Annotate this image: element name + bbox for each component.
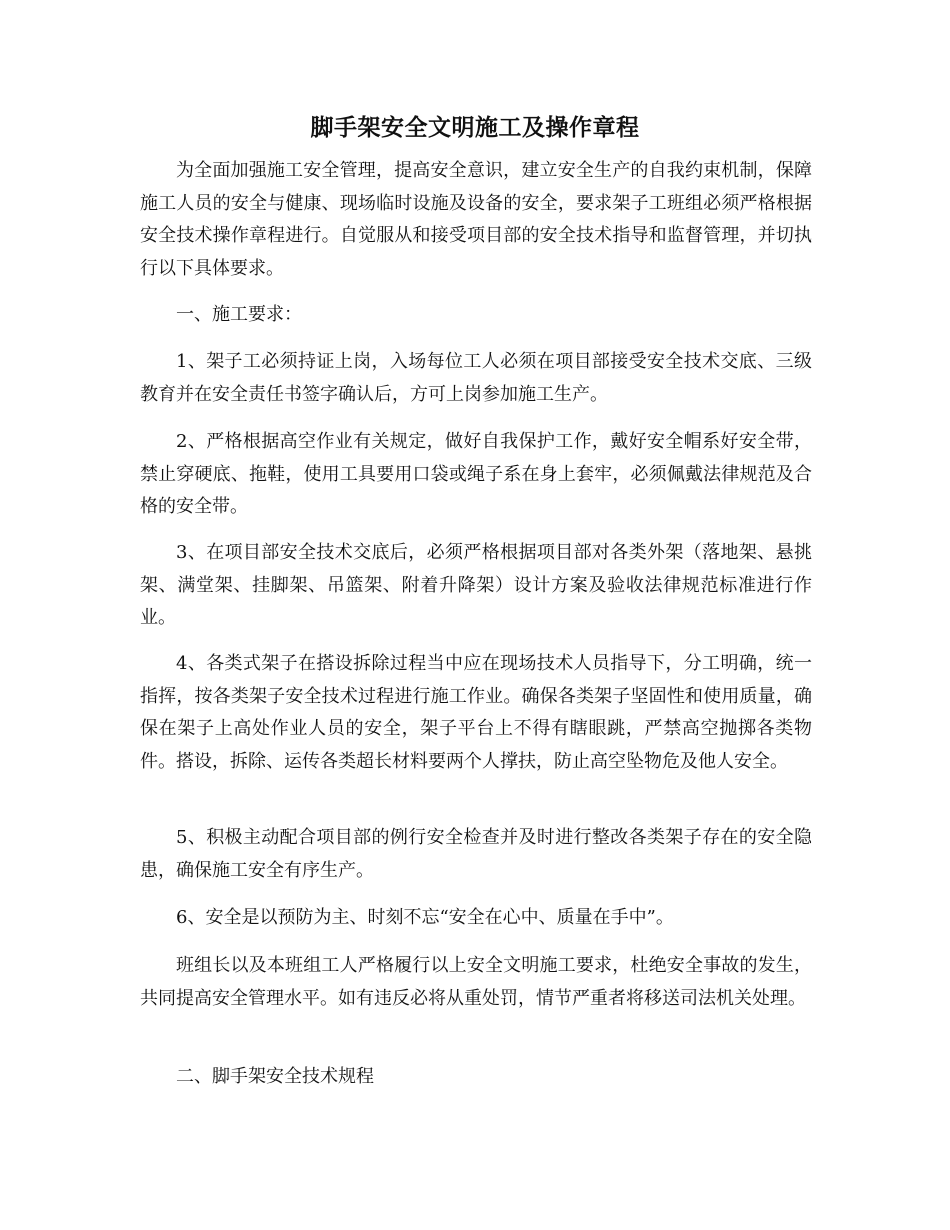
requirement-item-3: 3、在项目部安全技术交底后，必须严格根据项目部对各类外架（落地架、悬挑架、满堂架、挂脚架、吊篮架、附着升降架）设计方案及验收法律规范标准进行作业。 [140, 542, 812, 628]
section-heading-safety-rules: 二、脚手架安全技术规程 [176, 1066, 374, 1087]
requirement-item-2: 2、严格根据高空作业有关规定，做好自我保护工作，戴好安全帽系好安全带，禁止穿硬底、拖鞋，使用工具要用口袋或绳子系在身上套牢，必须佩戴法律规范及合格的安全带。 [140, 431, 812, 517]
requirement-item-1: 1、架子工必须持证上岗，入场每位工人必须在项目部接受安全技术交底、三级教育并在安全责任书签字确认后，方可上岗参加施工生产。 [140, 351, 812, 405]
section-heading-construction-requirements: 一、施工要求： [176, 304, 302, 325]
team-leader-paragraph: 班组长以及本班组工人严格履行以上安全文明施工要求，杜绝安全事故的发生，共同提高安全管理水平。如有违反必将从重处罚，情节严重者将移送司法机关处理。 [140, 955, 812, 1009]
requirement-item-6: 6、安全是以预防为主、时刻不忘“安全在心中、质量在手中”。 [176, 907, 674, 928]
intro-paragraph: 为全面加强施工安全管理，提高安全意识，建立安全生产的自我约束机制，保障施工人员的安全与健康、现场临时设施及设备的安全，要求架子工班组必须严格根据安全技术操作章程进行。自觉服从和接受项目部的安全技术指导和监督管理，并切执行以下具体要求。 [140, 160, 812, 279]
requirement-item-5: 5、积极主动配合项目部的例行安全检查并及时进行整改各类架子存在的安全隐患，确保施工安全有序生产。 [140, 827, 812, 881]
document-title: 脚手架安全文明施工及操作章程 [310, 114, 640, 141]
requirement-item-4: 4、各类式架子在搭设拆除过程当中应在现场技术人员指导下，分工明确，统一指挥，按各类架子安全技术过程进行施工作业。确保各类架子坚固性和使用质量，确保在架子上高处作业人员的安全，架子平台上不得有瞎眼跳，严禁高空抛掷各类物件。搭设，拆除、运传各类超长材料要两个人撑扶，防止高空坠物危及他人安全。 [140, 653, 812, 772]
